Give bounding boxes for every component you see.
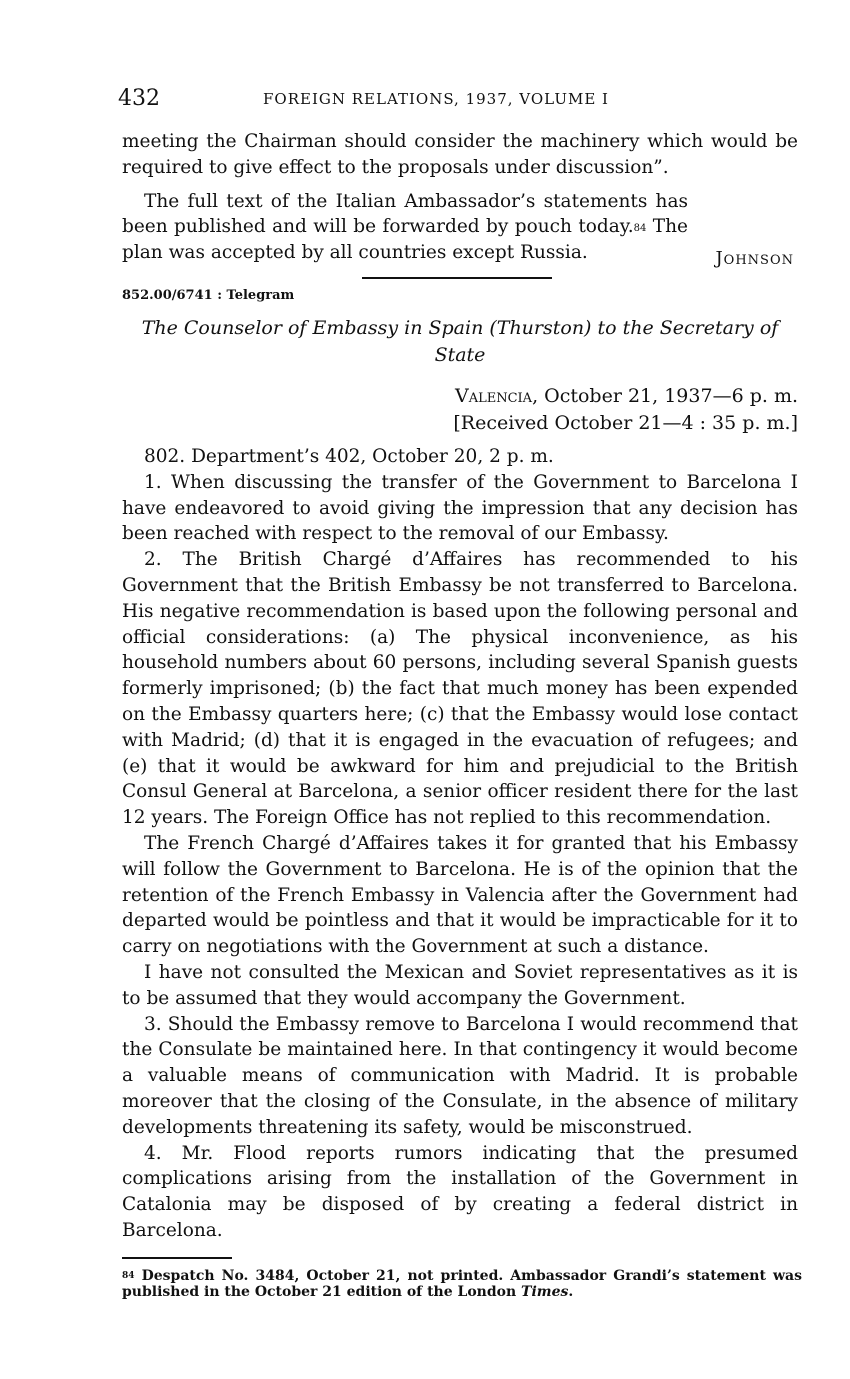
received-line: [Received October 21—4 : 35 p. m.]: [453, 412, 798, 434]
paragraph-reference: 802. Department’s 402, October 20, 2 p. m.: [144, 446, 554, 467]
page-header: [118, 86, 798, 114]
place: Valencia: [454, 385, 533, 407]
footnote-text: Despatch No. 3484, October 21, not printed. Ambassador Grandi’s statement was published in the October 21 edition of the London: [122, 1268, 803, 1300]
page-number: 432: [118, 86, 160, 111]
file-number: 852.00/6741 : Telegram: [122, 288, 295, 303]
dateline: [430, 383, 798, 437]
paragraph-mexican-soviet: I have not consulted the Mexican and Soviet representatives as it is to be assumed that they would accompany the Government.: [122, 961, 798, 1009]
paragraph-2: 2. The British Chargé d’Affaires has recommended to his Government that the British Embassy be not transferred to Barcelona. His negative recommendation is based upon the following personal and official considerations: (a) The physical inconvenience, as his household numbers about 60 persons, including several Spanish guests formerly imprisoned; (b) the fact that much money has been expended on the Embassy quarters here; (c) that the Embassy would lose contact with Madrid; (d) that it is engaged in the evacuation of refugees; and (e) that it would be awkward for him and prejudicial to the British Consul General at Barcelona, a senior officer resident there for the last 12 years. The Foreign Office has not replied to this recommendation.: [122, 549, 798, 829]
footnote-end: .: [568, 1284, 574, 1300]
previous-document-end: [122, 129, 798, 266]
paragraph-1: 1. When discussing the transfer of the Government to Barcelona I have endeavored to avoid giving the impression that any decision has been reached with respect to the removal of our Embassy.: [122, 471, 798, 545]
separator-rule: [362, 277, 552, 279]
previous-paragraph-text: The full text of the Italian Ambassador’s statements has been published and will be forwarded by pouch today.: [122, 190, 688, 238]
paragraph-4: 4. Mr. Flood reports rumors indicating that the presumed complications arising from the installation of the Government in Catalonia may be disposed of by creating a federal district in Barcelona.: [122, 1142, 798, 1241]
previous-paragraph-end: The plan was accepted by all countries except Russia.: [122, 216, 688, 264]
footnote: [122, 1268, 802, 1300]
document-title: The Counselor of Embassy in Spain (Thurston) to the Secretary of State: [141, 317, 779, 366]
continuation-paragraph: meeting the Chairman should consider the machinery which would be required to give effect to the proposals under discussion”.: [122, 131, 798, 178]
footnote-reference: 84: [633, 223, 647, 235]
footnote-italic: Times: [521, 1284, 569, 1300]
footnote-marker: 84: [122, 1271, 135, 1281]
paragraph-3: 3. Should the Embassy remove to Barcelona I would recommend that the Consulate be maintained here. In that contingency it would become a valuable means of communication with Madrid. It is probable moreover that the closing of the Consulate, in the absence of military developments threatening its safety, would be misconstrued.: [122, 1013, 798, 1138]
signature: Johnson: [715, 248, 794, 269]
sent-date: , October 21, 1937—6 p. m.: [532, 385, 798, 407]
paragraph-french: The French Chargé d’Affaires takes it for granted that his Embassy will follow the Government to Barcelona. He is of the opinion that the retention of the French Embassy in Valencia after the Government had departed would be pointless and that it would be impracticable for it to carry on negotiations with the Government at such a distance.: [122, 832, 798, 958]
footnote-rule: [122, 1257, 232, 1259]
previous-paragraph: [122, 189, 688, 266]
telegram-body: [122, 444, 798, 1244]
running-head: FOREIGN RELATIONS, 1937, VOLUME I: [263, 90, 609, 108]
sent-line: [430, 383, 798, 410]
